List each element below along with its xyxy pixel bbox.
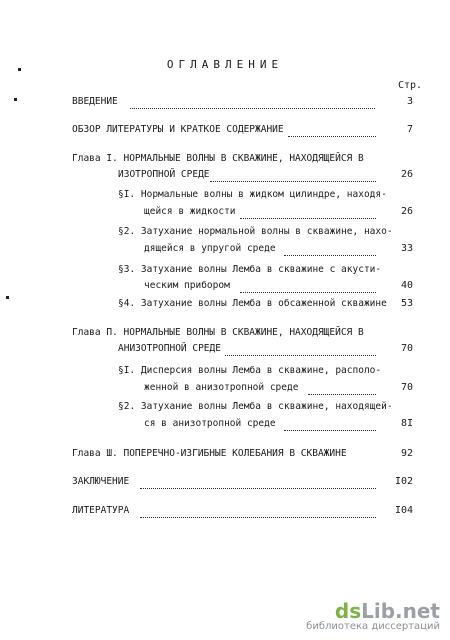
page-column-header: Стр. xyxy=(398,80,423,91)
toc-entry-line: щейся в жидкости xyxy=(144,206,236,217)
toc-entry-line: §I. Дисперсия волны Лемба в скважине, располо- xyxy=(118,365,382,376)
dslib-watermark xyxy=(306,599,440,632)
toc-entry-line: §3. Затухание волны Лемба в скважине с акусти- xyxy=(118,264,382,275)
toc-page-number: 70 xyxy=(400,382,413,393)
leader-dots xyxy=(210,169,376,182)
toc-page-number: 26 xyxy=(400,206,413,217)
toc-entry-line: ЛИТЕРАТУРА xyxy=(72,505,130,516)
toc-page-number: 33 xyxy=(400,243,413,254)
toc-entry-line: §I. Нормальные волны в жидком цилиндре, находя- xyxy=(118,189,387,200)
toc-entry-line: женной в анизотропной среде xyxy=(144,382,299,393)
toc-page-number: I04 xyxy=(394,505,413,516)
leader-dots xyxy=(225,343,376,356)
toc-entry-line: Глава I. НОРМАЛЬНЫЕ ВОЛНЫ В СКВАЖИНЕ, НАХОДЯЩЕЙСЯ В xyxy=(72,153,364,164)
toc-page-number: 53 xyxy=(400,298,413,309)
watermark-subtitle: библиотека диссертаций xyxy=(306,621,440,632)
leader-dots xyxy=(130,96,375,109)
margin-mark xyxy=(6,296,9,299)
toc-entry-line: ческим прибором xyxy=(144,280,230,291)
leader-dots xyxy=(240,206,376,219)
toc-page-number: 40 xyxy=(400,280,413,291)
leader-dots xyxy=(284,243,376,256)
toc-entry-line: ВВЕДЕНИЕ xyxy=(72,96,118,107)
toc-entry-line: Глава Ш. ПОПЕРЕЧНО-ИЗГИБНЫЕ КОЛЕБАНИЯ В СКВАЖИНЕ xyxy=(72,448,347,459)
toc-entry-line: §4. Затухание волны Лемба в обсаженной скважине xyxy=(118,298,387,309)
toc-page-number: 70 xyxy=(400,343,413,354)
leader-dots xyxy=(308,382,376,395)
toc-entry-line: §2. Затухание нормальной волны в скважине, нахо- xyxy=(118,226,393,237)
toc-entry-line: ЗАКЛЮЧЕНИЕ xyxy=(72,476,130,487)
toc-entry-line: ИЗОТРОПНОЙ СРЕДЕ xyxy=(118,169,210,180)
toc-entry-line: ОБЗОР ЛИТЕРАТУРЫ И КРАТКОЕ СОДЕРЖАНИЕ xyxy=(72,124,284,135)
leader-dots xyxy=(240,280,376,293)
leader-dots xyxy=(288,124,376,137)
toc-page-number: 7 xyxy=(406,124,413,135)
toc-page-number: I02 xyxy=(394,476,413,487)
toc-entry-line: ся в анизотропной среде xyxy=(144,418,276,429)
margin-mark xyxy=(14,98,17,101)
leader-dots xyxy=(140,476,376,489)
toc-entry-line: Глава П. НОРМАЛЬНЫЕ ВОЛНЫ В СКВАЖИНЕ, НАХОДЯЩЕЙСЯ В xyxy=(72,327,364,338)
leader-dots xyxy=(140,505,376,518)
toc-page-number: 92 xyxy=(400,448,413,459)
toc-page-number: 3 xyxy=(406,96,413,107)
toc-page-number: 8I xyxy=(400,418,413,429)
leader-dots xyxy=(284,418,376,431)
toc-entry-line: §2. Затухание волны Лемба в скважине, находящей- xyxy=(118,401,393,412)
toc-page-number: 26 xyxy=(400,169,413,180)
toc-entry-line: дящейся в упругой среде xyxy=(144,243,276,254)
toc-entry-line: АНИЗОТРОПНОЙ СРЕДЕ xyxy=(118,343,221,354)
toc-title: ОГЛАВЛЕНИЕ xyxy=(166,58,284,71)
dslib-logo: dsLib.net xyxy=(334,599,440,623)
